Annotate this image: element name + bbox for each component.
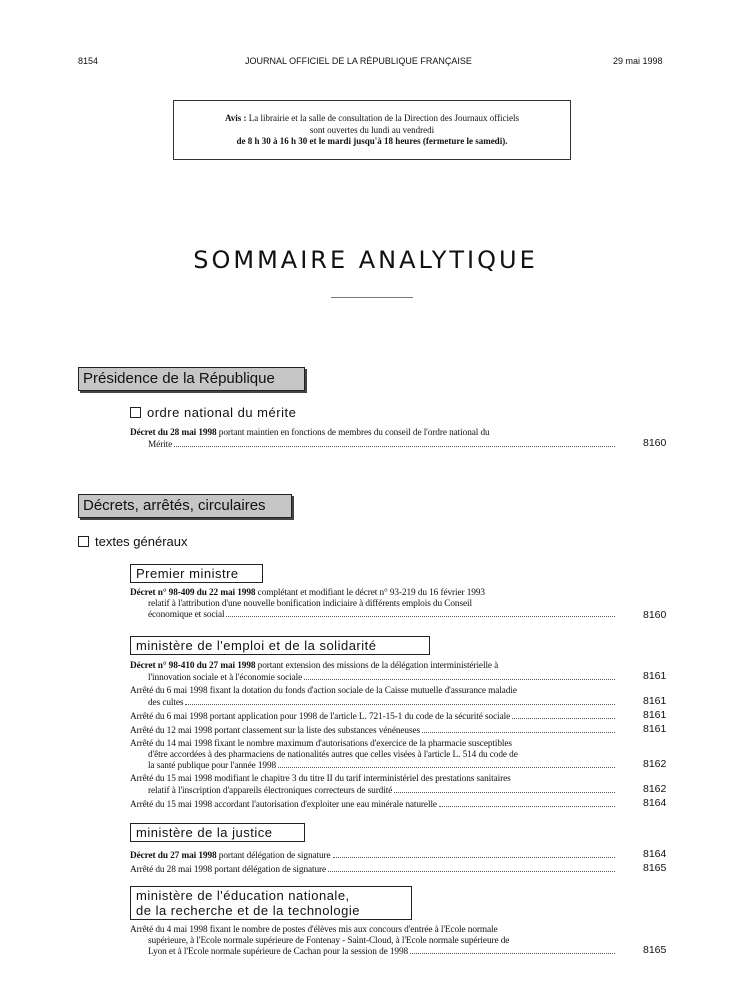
page-number: 8154 — [78, 56, 99, 66]
entry-text: Arrêté du 28 mai 1998 portant délégation de signature — [130, 865, 327, 875]
entry-continuation: l'innovation sociale et à l'économie sociale — [148, 672, 303, 683]
entry-page-number: 8161 — [643, 670, 667, 682]
checkbox-square-icon — [78, 536, 89, 547]
dot-leader — [422, 725, 615, 733]
toc-entry — [130, 686, 615, 708]
toc-entry — [130, 850, 615, 862]
entry-page-number: 8162 — [643, 758, 667, 770]
notice-line-2: sont ouvertes du lundi au vendredi — [309, 124, 435, 135]
entry-title: Décret du 27 mai 1998 — [130, 851, 217, 861]
entry-continuation: économique et social — [148, 610, 225, 620]
notice-box — [173, 100, 571, 160]
entry-continuation: supérieure, à l'Ecole normale supérieure de Fontenay - Saint-Cloud, à l'Ecole normale supérieure de — [148, 935, 510, 946]
section-banner-presidence: Présidence de la République — [78, 367, 305, 391]
entry-page-number: 8164 — [643, 848, 667, 860]
subsection-label: textes généraux — [95, 534, 188, 549]
entry-title: Décret du 28 mai 1998 — [130, 428, 217, 438]
entry-text: Arrêté du 14 mai 1998 fixant le nombre maximum d'autorisations d'exercice de la pharmacie susceptibles — [130, 739, 512, 749]
ministry-heading-emploi: ministère de l'emploi et de la solidarité — [130, 636, 430, 655]
toc-entry — [130, 588, 615, 621]
subsection-textes-generaux — [78, 534, 188, 549]
toc-entry — [130, 428, 615, 450]
entry-text: Arrêté du 6 mai 1998 portant application pour 1998 de l'article L. 721-15-1 du code de la sécurité sociale — [130, 712, 511, 722]
dot-leader — [439, 799, 615, 807]
entry-text: Arrêté du 12 mai 1998 portant classement sur la liste des substances vénéneuses — [130, 726, 421, 736]
entry-text: Arrêté du 4 mai 1998 fixant le nombre de postes d'élèves mis aux concours d'entrée à l'Ecole normale — [130, 925, 498, 935]
entry-text: portant maintien en fonctions de membres du conseil de l'ordre national du — [216, 428, 490, 438]
page-title: SOMMAIRE ANALYTIQUE — [193, 246, 538, 274]
ministry-heading-premier-ministre: Premier ministre — [130, 564, 263, 583]
entry-title: Décret n° 98-410 du 27 mai 1998 — [130, 661, 256, 671]
ministry-heading-education — [130, 886, 412, 920]
entry-page-number: 8160 — [643, 437, 667, 449]
entry-text: Arrêté du 6 mai 1998 fixant la dotation du fonds d'action sociale de la Caisse mutuelle d'assurance maladie — [130, 686, 517, 696]
entry-continuation: relatif à l'inscription d'appareils électroniques correcteurs de surdité — [148, 785, 393, 796]
ministry-label-line-1: ministère de l'éducation nationale, — [136, 888, 350, 903]
issue-date: 29 mai 1998 — [613, 56, 663, 66]
journal-title: JOURNAL OFFICIEL DE LA RÉPUBLIQUE FRANÇAISE — [245, 56, 472, 66]
dot-leader — [328, 864, 615, 872]
entry-continuation: d'être accordées à des pharmaciens de nationalités autres que celles visées à l'article L. 514 du code de — [148, 749, 518, 760]
dot-leader — [394, 785, 615, 793]
section-banner-decrets: Décrets, arrêtés, circulaires — [78, 494, 292, 518]
title-divider — [331, 297, 413, 298]
checkbox-square-icon — [130, 407, 141, 418]
ministry-label-line-2: de la recherche et de la technologie — [136, 903, 360, 918]
entry-title: Décret n° 98-409 du 22 mai 1998 — [130, 588, 256, 598]
dot-leader — [333, 850, 615, 858]
entry-text: complétant et modifiant le décret n° 93-219 du 16 février 1993 — [255, 588, 485, 598]
entry-page-number: 8162 — [643, 783, 667, 795]
subsection-label: ordre national du mérite — [147, 405, 297, 420]
toc-entry — [130, 711, 615, 723]
toc-entry — [130, 864, 615, 876]
dot-leader — [226, 609, 615, 617]
dot-leader — [174, 439, 615, 447]
notice-line-3: de 8 h 30 à 16 h 30 et le mardi jusqu'à 18 heures (fermeture le samedi). — [236, 136, 508, 146]
notice-label: Avis : — [224, 113, 247, 123]
toc-entry — [130, 799, 615, 811]
dot-leader — [304, 672, 615, 680]
dot-leader — [410, 946, 615, 954]
entry-text: portant extension des missions de la délégation interministérielle à — [255, 661, 499, 671]
notice-line-1: La librairie et la salle de consultation de la Direction des Journaux officiels — [248, 113, 520, 123]
toc-entry — [130, 725, 615, 737]
entry-page-number: 8161 — [643, 723, 667, 735]
entry-page-number: 8164 — [643, 797, 667, 809]
entry-text: portant délégation de signature — [216, 851, 331, 861]
entry-continuation: Mérite — [148, 439, 173, 450]
entry-text: Arrêté du 15 mai 1998 accordant l'autorisation d'exploiter une eau minérale naturelle — [130, 800, 437, 810]
entry-text: Arrêté du 15 mai 1998 modifiant le chapitre 3 du titre II du tarif interministériel des prestations sanitaires — [130, 774, 511, 784]
toc-entry — [130, 661, 615, 683]
subsection-ordre-national — [130, 405, 296, 420]
ministry-heading-justice: ministère de la justice — [130, 823, 305, 842]
toc-entry — [130, 925, 615, 958]
entry-page-number: 8161 — [643, 709, 667, 721]
entry-page-number: 8161 — [643, 695, 667, 707]
toc-entry — [130, 739, 615, 772]
entry-page-number: 8165 — [643, 944, 667, 956]
entry-continuation: la santé publique pour l'année 1998 — [148, 761, 277, 771]
entry-page-number: 8165 — [643, 862, 667, 874]
dot-leader — [278, 760, 615, 768]
toc-entry — [130, 774, 615, 796]
entry-continuation: des cultes — [148, 697, 184, 708]
dot-leader — [512, 711, 615, 719]
dot-leader — [185, 697, 615, 705]
entry-continuation: relatif à l'attribution d'une nouvelle bonification indiciaire à différents emplois du Conseil — [148, 598, 472, 609]
entry-page-number: 8160 — [643, 609, 667, 621]
entry-continuation: Lyon et à l'Ecole normale supérieure de Cachan pour la session de 1998 — [148, 947, 409, 957]
